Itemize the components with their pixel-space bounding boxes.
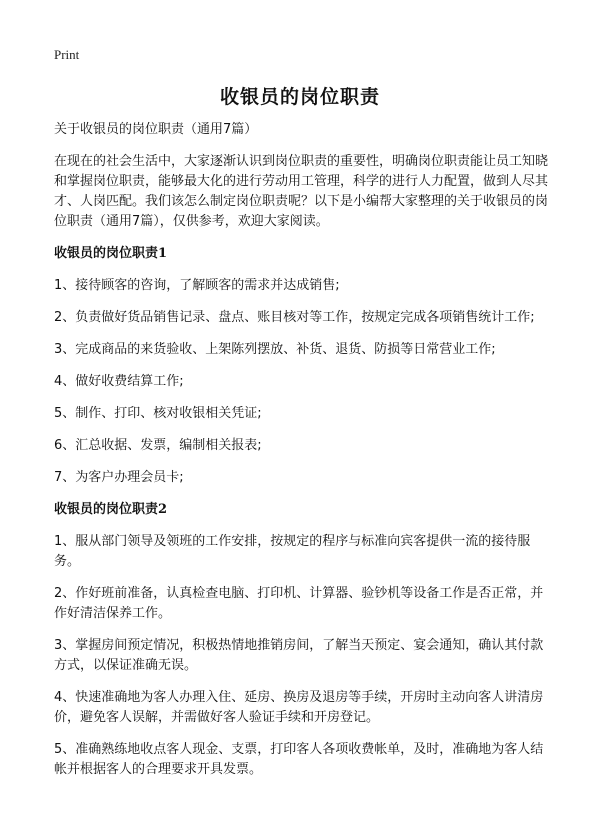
section-2 xyxy=(54,500,554,780)
duty-item: 5、制作、打印、核对收银相关凭证; xyxy=(54,406,262,421)
section-heading: 收银员的岗位职责2 xyxy=(54,502,168,517)
document-body xyxy=(54,120,554,792)
duty-item: 3、完成商品的来货验收、上架陈列摆放、补货、退货、防损等日常营业工作; xyxy=(54,342,496,357)
duty-item: 4、快速准确地为客人办理入住、延房、换房及退房等手续，开房时主动向客人讲清房价，避免客人误解，并需做好客人验证手续和开房登记。 xyxy=(54,690,544,725)
print-link[interactable]: Print xyxy=(54,47,80,62)
duty-item: 2、负责做好货品销售记录、盘点、账目核对等工作，按规定完成各项销售统计工作; xyxy=(54,310,535,325)
duty-item: 5、准确熟练地收点客人现金、支票，打印客人各项收费帐单，及时，准确地为客人结帐并根据客人的合理要求开具发票。 xyxy=(54,742,544,777)
page-title: 收银员的岗位职责 xyxy=(219,86,380,108)
section-heading: 收银员的岗位职责1 xyxy=(54,246,168,261)
duty-item: 4、做好收费结算工作; xyxy=(54,374,184,389)
duty-item: 3、掌握房间预定情况，积极热情地推销房间，了解当天预定、宴会通知，确认其付款方式，以保证准确无误。 xyxy=(54,638,544,673)
duty-item: 6、汇总收据、发票，编制相关报表; xyxy=(54,438,262,453)
duty-item: 1、服从部门领导及领班的工作安排，按规定的程序与标准向宾客提供一流的接待服务。 xyxy=(54,534,531,569)
document-subtitle: 关于收银员的岗位职责（通用7篇） xyxy=(54,122,258,137)
intro-paragraph: 在现在的社会生活中，大家逐渐认识到岗位职责的重要性，明确岗位职责能让员工知晓和掌握岗位职责，能够最大化的进行劳动用工管理，科学的进行人力配置，做到人尽其才、人岗匹配。我们该怎么制定岗位职责呢？以下是小编帮大家整理的关于收银员的岗位职责（通用7篇），仅供参考，欢迎大家阅读。 xyxy=(54,154,549,229)
duty-item: 2、作好班前准备，认真检查电脑、打印机、计算器、验钞机等设备工作是否正常，并作好清洁保养工作。 xyxy=(54,586,544,621)
duty-item: 7、为客户办理会员卡; xyxy=(54,470,184,485)
section-1 xyxy=(54,244,554,488)
duty-item: 1、接待顾客的咨询，了解顾客的需求并达成销售; xyxy=(54,278,340,293)
